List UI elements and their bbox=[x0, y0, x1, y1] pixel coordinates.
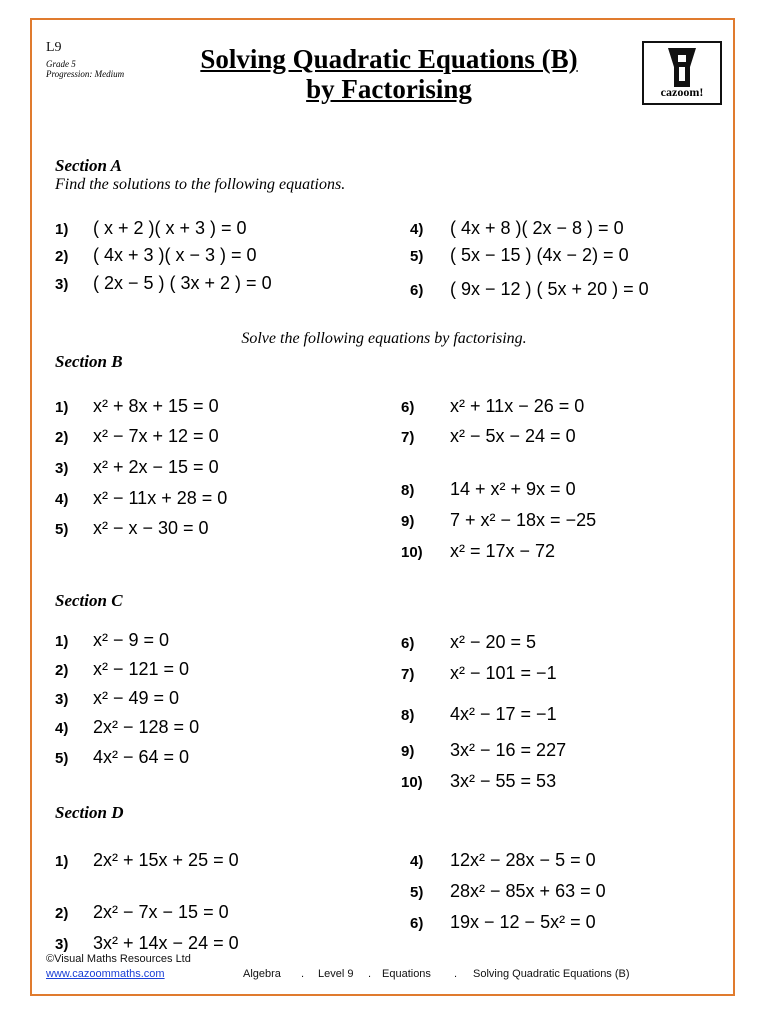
question-number: 2) bbox=[55, 662, 69, 679]
question-number: 9) bbox=[401, 513, 415, 530]
question-number: 5) bbox=[55, 521, 69, 538]
section-c-heading: Section C bbox=[55, 591, 123, 610]
equation: x² − 9 = 0 bbox=[93, 630, 170, 650]
equation: x² − 101 = −1 bbox=[450, 663, 557, 683]
question-number: 7) bbox=[401, 429, 415, 446]
equation: x² − 20 = 5 bbox=[450, 632, 537, 652]
question-number: 4) bbox=[55, 491, 69, 508]
breadcrumb-separator: . bbox=[301, 968, 305, 980]
equation: 2x² + 15x + 25 = 0 bbox=[93, 850, 239, 870]
page-title: Solving Quadratic Equations (B) bbox=[200, 44, 578, 74]
equation: ( 4x + 8 )( 2x − 8 ) = 0 bbox=[450, 218, 624, 238]
section-d-heading: Section D bbox=[55, 803, 124, 822]
equation: ( 2x − 5 ) ( 3x + 2 ) = 0 bbox=[93, 273, 272, 293]
cazoom-logo bbox=[642, 41, 722, 105]
question-number: 5) bbox=[410, 248, 424, 265]
question-number: 3) bbox=[55, 936, 69, 953]
question-number: 5) bbox=[55, 750, 69, 767]
equation: x² − 5x − 24 = 0 bbox=[450, 426, 576, 446]
question-number: 1) bbox=[55, 853, 69, 870]
question-number: 6) bbox=[410, 915, 424, 932]
equation: x² − 11x + 28 = 0 bbox=[93, 488, 228, 508]
question-number: 4) bbox=[410, 221, 424, 238]
equation: x² + 2x − 15 = 0 bbox=[93, 457, 219, 477]
equation: 3x² + 14x − 24 = 0 bbox=[93, 933, 239, 953]
question-number: 7) bbox=[401, 666, 415, 683]
question-number: 10) bbox=[401, 774, 423, 791]
question-number: 2) bbox=[55, 429, 69, 446]
page-subtitle: by Factorising bbox=[306, 74, 472, 104]
question-number: 2) bbox=[55, 905, 69, 922]
equation: 28x² − 85x + 63 = 0 bbox=[450, 881, 606, 901]
equation: x² = 17x − 72 bbox=[450, 541, 556, 561]
breadcrumb-algebra: Algebra bbox=[243, 968, 281, 980]
question-number: 1) bbox=[55, 221, 69, 238]
question-number: 4) bbox=[55, 720, 69, 737]
equation: ( 4x + 3 )( x − 3 ) = 0 bbox=[93, 245, 257, 265]
equation: ( x + 2 )( x + 3 ) = 0 bbox=[93, 218, 247, 238]
equation: 2x² − 7x − 15 = 0 bbox=[93, 902, 229, 922]
equation: 19x − 12 − 5x² = 0 bbox=[450, 912, 596, 932]
question-number: 4) bbox=[410, 853, 424, 870]
section-a-instruction: Find the solutions to the following equations. bbox=[55, 176, 346, 193]
equation: 2x² − 128 = 0 bbox=[93, 717, 200, 737]
equation: 3x² − 55 = 53 bbox=[450, 771, 557, 791]
breadcrumb-separator: . bbox=[454, 968, 458, 980]
equation: 7 + x² − 18x = −25 bbox=[450, 510, 597, 530]
equation: x² − 7x + 12 = 0 bbox=[93, 426, 219, 446]
copyright-text: ©Visual Maths Resources Ltd bbox=[46, 953, 191, 965]
logo-word: cazoom! bbox=[660, 85, 704, 99]
website-link[interactable]: www.cazoommaths.com bbox=[46, 968, 165, 980]
breadcrumb-topic: Equations bbox=[382, 968, 431, 980]
question-number: 2) bbox=[55, 248, 69, 265]
breadcrumb-level: Level 9 bbox=[318, 968, 354, 980]
equation: x² + 11x − 26 = 0 bbox=[450, 396, 585, 416]
question-number: 3) bbox=[55, 691, 69, 708]
question-number: 3) bbox=[55, 460, 69, 477]
breadcrumb-separator: . bbox=[368, 968, 372, 980]
equation: x² − 121 = 0 bbox=[93, 659, 190, 679]
section-b-instruction: Solve the following equations by factorising. bbox=[241, 330, 527, 347]
question-number: 6) bbox=[401, 399, 415, 416]
question-number: 8) bbox=[401, 707, 415, 724]
question-number: 6) bbox=[401, 635, 415, 652]
equation: 4x² − 64 = 0 bbox=[93, 747, 190, 767]
equation: x² − 49 = 0 bbox=[93, 688, 180, 708]
question-number: 8) bbox=[401, 482, 415, 499]
breadcrumb-title: Solving Quadratic Equations (B) bbox=[473, 968, 630, 980]
level-label: L9 bbox=[46, 40, 62, 55]
equation: 3x² − 16 = 227 bbox=[450, 740, 567, 760]
equation: x² − x − 30 = 0 bbox=[93, 518, 209, 538]
grade-label: Grade 5 bbox=[46, 59, 76, 69]
equation: 12x² − 28x − 5 = 0 bbox=[450, 850, 596, 870]
equation: 4x² − 17 = −1 bbox=[450, 704, 557, 724]
equation: ( 5x − 15 ) (4x − 2) = 0 bbox=[450, 245, 629, 265]
question-number: 6) bbox=[410, 282, 424, 299]
section-b-heading: Section B bbox=[55, 352, 123, 371]
section-a-heading: Section A bbox=[55, 156, 122, 175]
equation: x² + 8x + 15 = 0 bbox=[93, 396, 219, 416]
equation: 14 + x² + 9x = 0 bbox=[450, 479, 576, 499]
equation: ( 9x − 12 ) ( 5x + 20 ) = 0 bbox=[450, 279, 649, 299]
question-number: 1) bbox=[55, 399, 69, 416]
question-number: 10) bbox=[401, 544, 423, 561]
progression-label: Progression: Medium bbox=[46, 69, 125, 79]
question-number: 5) bbox=[410, 884, 424, 901]
question-number: 9) bbox=[401, 743, 415, 760]
question-number: 1) bbox=[55, 633, 69, 650]
question-number: 3) bbox=[55, 276, 69, 293]
